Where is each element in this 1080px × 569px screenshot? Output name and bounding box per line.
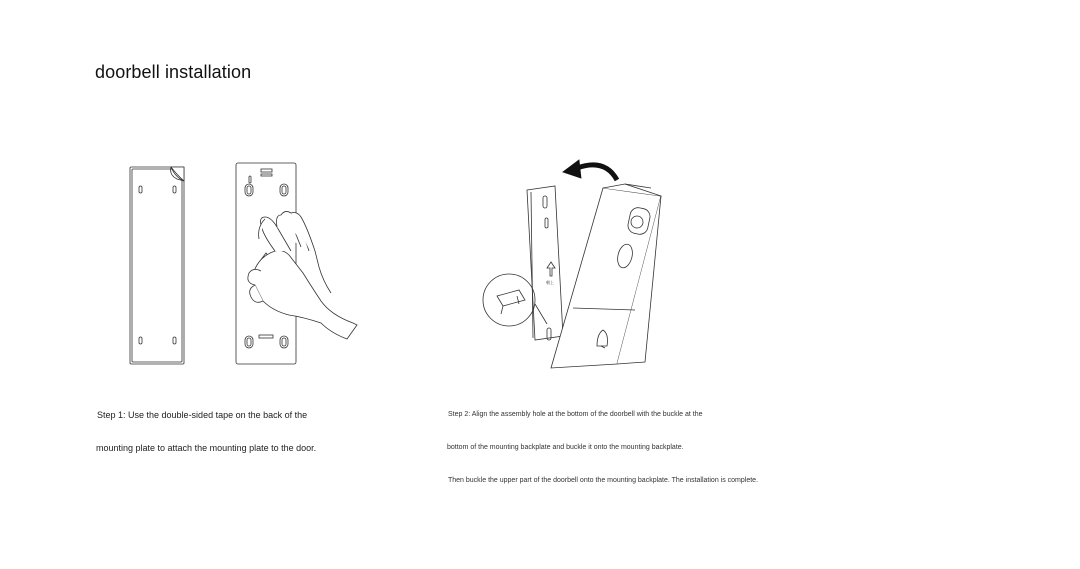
step1-caption-line1: Step 1: Use the double-sided tape on the back of the	[97, 410, 308, 420]
buckle-detail-icon	[483, 274, 547, 326]
step2-caption-line3: Then buckle the upper part of the doorbell onto the mounting backplate. The installation is complete.	[448, 477, 759, 484]
step1-caption-line2: mounting plate to attach the mounting plate to the door.	[96, 443, 317, 453]
arrow-label: 朝上	[546, 280, 554, 285]
backplate-icon	[527, 186, 563, 340]
page-title: doorbell installation	[95, 62, 252, 82]
step2-caption-line1: Step 2: Align the assembly hole at the bottom of the doorbell with the buckle at the	[448, 411, 703, 418]
step1-illustration	[125, 155, 360, 375]
doorbell-icon	[551, 184, 661, 368]
step2-illustration	[475, 158, 675, 378]
step2-caption-line2: bottom of the mounting backplate and buckle it onto the mounting backplate.	[447, 444, 684, 451]
rotate-arrow-icon	[563, 160, 617, 180]
hand-icon	[248, 211, 357, 339]
tape-plate-icon	[130, 167, 184, 364]
